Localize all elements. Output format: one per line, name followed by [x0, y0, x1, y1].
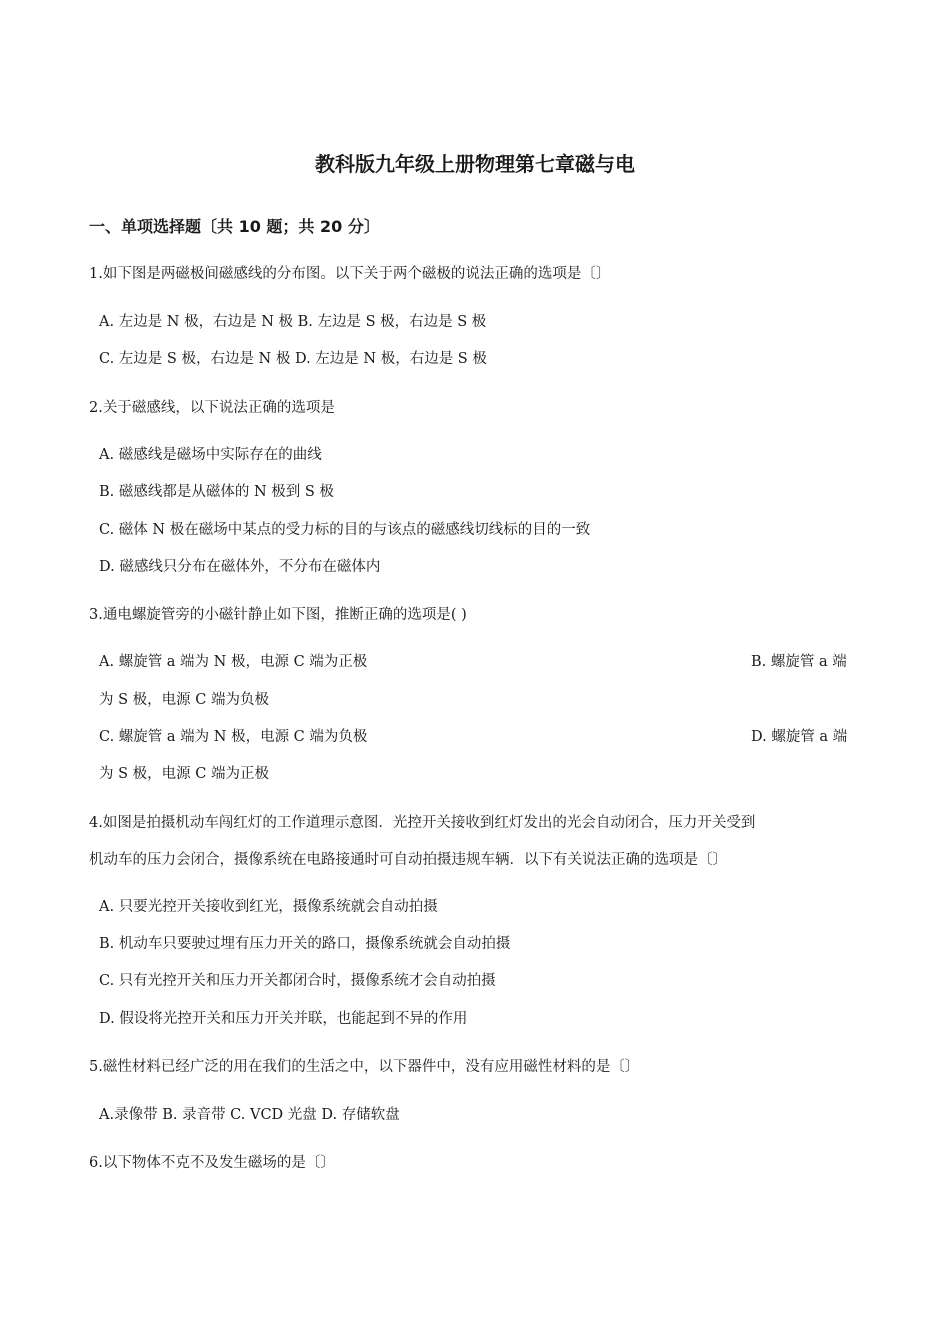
q1-options-line-1: A. 左边是 N 极，右边是 N 极 B. 左边是 S 极，右边是 S 极 — [99, 314, 487, 330]
question-6: 6.以下物体不克不及发生磁场的是〔〕 — [89, 1155, 335, 1171]
question-1: 1.如下图是两磁极间磁感线的分布图。以下关于两个磁极的说法正确的选项是〔〕 — [89, 266, 611, 282]
question-4-line-1: 4.如图是拍摄机动车闯红灯的工作道理示意图．光控开关接收到红灯发出的光会自动闭合，压力开关受到 — [89, 815, 756, 831]
q4-option-c: C. 只有光控开关和压力开关都闭合时，摄像系统才会自动拍摄 — [99, 973, 496, 989]
question-4-line-2: 机动车的压力会闭合，摄像系统在电路接通时可自动拍摄违规车辆．以下有关说法正确的选项是〔〕 — [89, 852, 727, 868]
q3-option-b-end: 为 S 极，电源 C 端为负极 — [99, 692, 269, 708]
section-heading: 一、单项选择题〔共 10 题；共 20 分〕 — [89, 217, 380, 236]
q1-options-line-2: C. 左边是 S 极，右边是 N 极 D. 左边是 N 极，右边是 S 极 — [99, 351, 487, 367]
question-3: 3.通电螺旋管旁的小磁针静止如下图，推断正确的选项是( ) — [89, 607, 467, 623]
q4-option-a: A. 只要光控开关接收到红光，摄像系统就会自动拍摄 — [99, 899, 438, 915]
q3-option-a: A. 螺旋管 a 端为 N 极，电源 C 端为正极 — [99, 654, 368, 670]
q2-option-b: B. 磁感线都是从磁体的 N 极到 S 极 — [99, 484, 334, 500]
q3-option-b-start: B. 螺旋管 a 端 — [751, 654, 847, 670]
q4-option-d: D. 假设将光控开关和压力开关并联，也能起到不异的作用 — [99, 1011, 468, 1027]
q3-option-c: C. 螺旋管 a 端为 N 极，电源 C 端为负极 — [99, 729, 368, 745]
question-2: 2.关于磁感线，以下说法正确的选项是 — [89, 400, 335, 416]
document-title: 教科版九年级上册物理第七章磁与电 — [315, 152, 635, 176]
q3-option-d-end: 为 S 极，电源 C 端为正极 — [99, 766, 269, 782]
q2-option-a: A. 磁感线是磁场中实际存在的曲线 — [99, 447, 322, 463]
question-5: 5.磁性材料已经广泛的用在我们的生活之中，以下器件中，没有应用磁性材料的是〔〕 — [89, 1059, 640, 1075]
q2-option-d: D. 磁感线只分布在磁体外，不分布在磁体内 — [99, 559, 381, 575]
q4-option-b: B. 机动车只要驶过埋有压力开关的路口，摄像系统就会自动拍摄 — [99, 936, 511, 952]
q3-option-d-start: D. 螺旋管 a 端 — [751, 729, 848, 745]
q5-options: A.录像带 B. 录音带 C. VCD 光盘 D. 存储软盘 — [99, 1107, 400, 1123]
q2-option-c: C. 磁体 N 极在磁场中某点的受力标的目的与该点的磁感线切线标的目的一致 — [99, 522, 591, 538]
